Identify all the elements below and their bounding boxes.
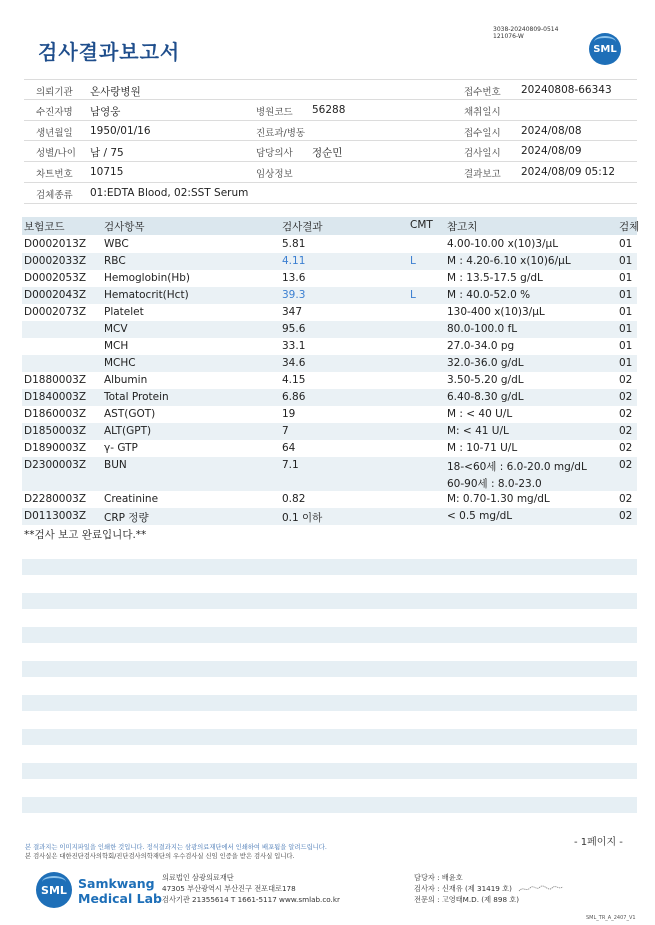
insurance-code-cell: D0113003Z (24, 510, 87, 522)
specimen-cell: 02 (619, 391, 633, 403)
empty-row (22, 559, 637, 575)
result-cell: 13.6 (282, 272, 306, 284)
info-value: 10715 (90, 166, 124, 179)
insurance-code-cell: D0002053Z (24, 272, 87, 284)
patient-info-row (24, 79, 637, 100)
institution-address: 47305 부산광역시 부산진구 전포대로178 (162, 884, 296, 893)
info-label: 병원코드 (256, 106, 293, 118)
specimen-cell: 02 (619, 510, 633, 522)
reference-cell: 80.0-100.0 fL (447, 323, 518, 335)
staff-name: 고영태M.D. (제 898 호) (441, 895, 520, 904)
test-item-cell: Total Protein (104, 391, 169, 403)
info-label: 채취일시 (464, 106, 501, 118)
insurance-code-cell: D0002073Z (24, 306, 87, 318)
result-cell: 7 (282, 425, 289, 437)
info-value: 남영웅 (90, 105, 121, 118)
insurance-code-cell: D1860003Z (24, 408, 87, 420)
reference-cell: M : 40.0-52.0 % (447, 289, 531, 301)
result-cell: 5.81 (282, 238, 306, 250)
reference-cell: 18-<60세 : 6.0-20.0 mg/dL (447, 461, 587, 473)
info-value: 1950/01/16 (90, 124, 151, 137)
header-reference: 참고치 (447, 221, 478, 233)
info-value: 2024/08/09 (521, 145, 582, 158)
info-value: 온사랑병원 (90, 86, 141, 98)
institution-name: 의료법인 삼광의료재단 (162, 873, 234, 882)
patient-info-row (24, 162, 637, 183)
result-cell: 0.1 이하 (282, 512, 323, 524)
info-value: 남 / 75 (90, 147, 124, 160)
result-cell: 347 (282, 306, 303, 318)
table-row (22, 287, 637, 304)
specimen-cell: 02 (619, 408, 633, 420)
form-code: SML_TR_A_2407_V1 (586, 915, 636, 921)
reference-cell: 4.00-10.00 x(10)3/μL (447, 238, 559, 250)
result-cell: 6.86 (282, 391, 306, 403)
insurance-code-cell: D1840003Z (24, 391, 87, 403)
result-cell: 34.6 (282, 357, 306, 369)
staff-row: 담당자 : 배윤호 (414, 873, 463, 882)
reference-cell: 3.50-5.20 g/dL (447, 374, 524, 386)
specimen-cell: 02 (619, 425, 633, 437)
patient-info-section (24, 79, 637, 204)
result-cell: 64 (282, 442, 296, 454)
insurance-code-cell: D1890003Z (24, 442, 87, 454)
patient-info-row (24, 141, 637, 162)
result-cell: 0.82 (282, 493, 306, 505)
specimen-cell: 01 (619, 306, 633, 318)
specimen-cell: 01 (619, 323, 633, 335)
staff-row: 검사자 : 신재유 (제 31419 호) (414, 883, 564, 894)
info-value: 56288 (312, 103, 346, 116)
page-title: 검사결과보고서 (38, 40, 181, 64)
insurance-code-cell: D0002043Z (24, 289, 87, 301)
staff-role: 담당자 (414, 873, 435, 882)
info-value: 정순민 (312, 147, 343, 160)
reference-cell-line-2: 60-90세 : 8.0-23.0 (447, 478, 542, 490)
test-item-cell: BUN (104, 459, 127, 471)
empty-row (22, 729, 637, 745)
test-item-cell: Platelet (104, 306, 144, 318)
reference-cell: M: 0.70-1.30 mg/dL (447, 493, 550, 505)
table-row (22, 236, 637, 253)
specimen-cell: 01 (619, 340, 633, 352)
test-item-cell: CRP 정량 (104, 512, 149, 524)
completion-note: **검사 보고 완료입니다.** (24, 529, 147, 541)
cmt-cell: L (410, 289, 416, 301)
specimen-cell: 02 (619, 459, 633, 471)
table-row (22, 508, 637, 525)
patient-info-row (24, 100, 637, 121)
table-row (22, 440, 637, 457)
table-row (22, 423, 637, 440)
result-cell: 4.15 (282, 374, 306, 386)
reference-cell: 27.0-34.0 pg (447, 340, 515, 352)
reference-cell: M : 13.5-17.5 g/dL (447, 272, 543, 284)
table-row (22, 304, 637, 321)
empty-row (22, 593, 637, 609)
sml-logo: SML (589, 33, 621, 65)
header-insurance-code: 보험코드 (24, 221, 65, 233)
result-cell: 19 (282, 408, 296, 420)
completion-row (22, 525, 637, 542)
staff-info (414, 872, 564, 905)
result-cell: 7.1 (282, 459, 299, 471)
header-result: 검사결과 (282, 221, 323, 233)
reference-cell: 130-400 x(10)3/μL (447, 306, 545, 318)
insurance-code-cell: D1850003Z (24, 425, 87, 437)
table-row (22, 389, 637, 406)
insurance-code-cell: D2300003Z (24, 459, 87, 471)
empty-row (22, 627, 637, 643)
table-row (22, 338, 637, 355)
staff-row: 전문의 : 고영태M.D. (제 898 호) (414, 895, 520, 904)
table-row (22, 253, 637, 270)
specimen-cell: 01 (619, 255, 633, 267)
insurance-code-cell: D0002033Z (24, 255, 87, 267)
institution-info (162, 872, 340, 905)
info-label: 검사일시 (464, 148, 501, 160)
test-item-cell: WBC (104, 238, 129, 250)
test-item-cell: Hematocrit(Hct) (104, 289, 189, 301)
header-test-item: 검사항목 (104, 221, 145, 233)
reference-cell: 6.40-8.30 g/dL (447, 391, 524, 403)
table-row (22, 270, 637, 287)
staff-name: 신재유 (제 31419 호) (441, 884, 512, 893)
reference-cell: M : < 40 U/L (447, 408, 513, 420)
reference-cell: M: < 41 U/L (447, 425, 509, 437)
results-table-body (22, 236, 637, 542)
info-label: 생년월일 (36, 127, 73, 139)
info-label: 차트번호 (36, 169, 73, 181)
info-label: 수진자명 (36, 106, 73, 118)
brand-line-2: Medical Lab (78, 891, 162, 906)
specimen-cell: 01 (619, 289, 633, 301)
empty-row (22, 763, 637, 779)
info-label: 의뢰기관 (36, 87, 73, 98)
info-label: 검체종류 (36, 189, 73, 201)
reference-cell: M : 4.20-6.10 x(10)6/μL (447, 255, 571, 267)
staff-role: 전문의 (414, 895, 435, 904)
patient-info-row (24, 121, 637, 142)
table-row (22, 321, 637, 338)
test-item-cell: MCV (104, 323, 128, 335)
document-code-line-1: 3038-20240809-0514 (493, 26, 559, 33)
test-item-cell: MCHC (104, 357, 136, 369)
brand-line-1: Samkwang (78, 876, 155, 891)
reference-cell: M : 10-71 U/L (447, 442, 518, 454)
certification-note: 본 검사실은 대한진단검사의학회/진단검사의학재단의 우수검사실 신임 인증을 받은 검사실 입니다. (25, 853, 295, 860)
specimen-cell: 02 (619, 442, 633, 454)
test-item-cell: γ- GTP (104, 442, 138, 454)
staff-role: 검사자 (414, 884, 435, 893)
info-label: 결과보고 (464, 169, 501, 181)
info-label: 접수번호 (464, 87, 501, 98)
test-item-cell: Hemoglobin(Hb) (104, 272, 191, 284)
test-item-cell: Creatinine (104, 493, 159, 505)
result-cell: 4.11 (282, 255, 306, 267)
cmt-cell: L (410, 255, 416, 267)
staff-name: 배윤호 (441, 873, 463, 882)
table-row (22, 372, 637, 389)
table-row (22, 457, 637, 491)
disclaimer-note: 본 결과지는 이미지파일을 인쇄한 것입니다. 정식결과지는 삼광의료재단에서 인쇄하여 배포됨을 알려드립니다. (25, 844, 327, 851)
results-table-header (22, 217, 640, 235)
specimen-cell: 01 (619, 238, 633, 250)
table-row (22, 406, 637, 423)
info-label: 진료과/병동 (256, 127, 306, 139)
patient-info-row (24, 183, 637, 204)
test-item-cell: Albumin (104, 374, 148, 386)
specimen-cell: 01 (619, 357, 633, 369)
empty-row (22, 797, 637, 813)
reference-cell: 32.0-36.0 g/dL (447, 357, 524, 369)
result-cell: 95.6 (282, 323, 306, 335)
test-item-cell: ALT(GPT) (104, 425, 152, 437)
info-label: 임상정보 (256, 169, 293, 181)
empty-rows-area (22, 559, 637, 831)
info-value: 01:EDTA Blood, 02:SST Serum (90, 186, 249, 199)
specimen-cell: 02 (619, 493, 633, 505)
insurance-code-cell: D2280003Z (24, 493, 87, 505)
info-value: 2024/08/08 (521, 124, 582, 137)
info-value: 20240808-66343 (521, 84, 612, 96)
test-item-cell: AST(GOT) (104, 408, 156, 420)
reference-cell: < 0.5 mg/dL (447, 510, 513, 522)
test-item-cell: MCH (104, 340, 129, 352)
institution-contact: 검사기관 21355614 T 1661-5117 www.smlab.co.kr (162, 895, 340, 904)
test-item-cell: RBC (104, 255, 126, 267)
result-cell: 33.1 (282, 340, 306, 352)
specimen-cell: 01 (619, 272, 633, 284)
result-cell: 39.3 (282, 289, 306, 301)
info-label: 담당의사 (256, 148, 293, 160)
table-row (22, 491, 637, 508)
specimen-cell: 02 (619, 374, 633, 386)
info-label: 접수일시 (464, 127, 501, 139)
footer-sml-logo: SML (36, 872, 72, 908)
page-number: - 1페이지 - (574, 837, 623, 848)
header-cmt: CMT (410, 219, 433, 231)
document-code (493, 26, 558, 40)
brand-name (78, 876, 162, 906)
info-label: 성별/나이 (36, 148, 76, 160)
header-specimen: 검체 (619, 221, 640, 233)
signature-icon (518, 885, 564, 893)
empty-row (22, 661, 637, 677)
insurance-code-cell: D1880003Z (24, 374, 87, 386)
info-value: 2024/08/09 05:12 (521, 166, 616, 179)
table-row (22, 355, 637, 372)
empty-row (22, 695, 637, 711)
insurance-code-cell: D0002013Z (24, 238, 87, 250)
document-code-line-2: 121076-W (493, 33, 524, 40)
